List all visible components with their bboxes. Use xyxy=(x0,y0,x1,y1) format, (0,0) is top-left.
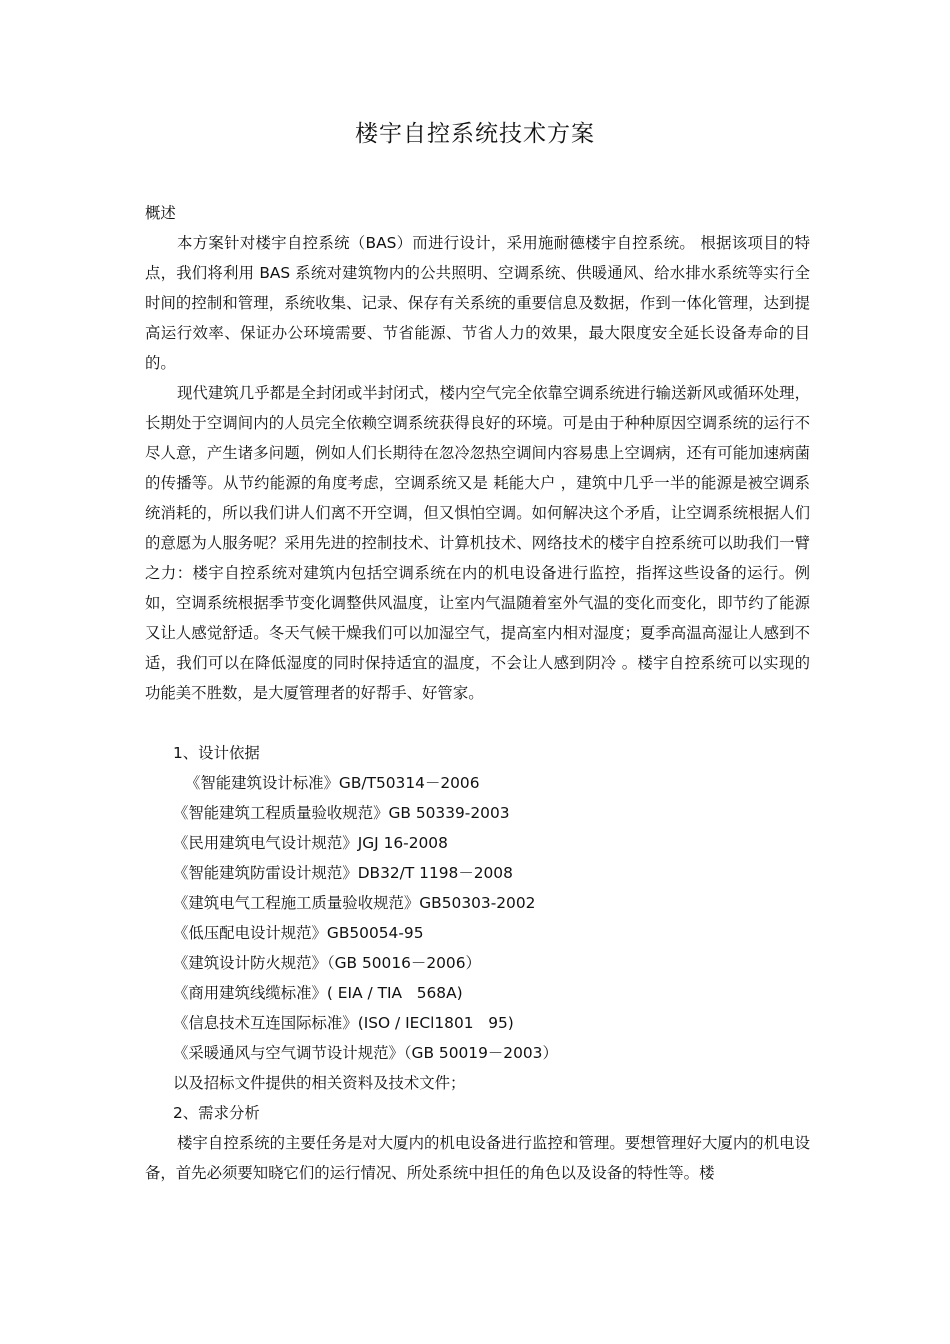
reference-item: 《商用建筑线缆标准》( EIA / TIA 568A) xyxy=(173,984,463,1002)
reference-item: 《信息技术互连国际标准》(ISO / IECl1801 95) xyxy=(173,1014,514,1032)
document-body xyxy=(145,198,810,1188)
reference-item: 《采暖通风与空气调节设计规范》（GB 50019－2003） xyxy=(173,1044,558,1062)
section-spacer xyxy=(145,708,810,738)
reference-item: 《智能建筑防雷设计规范》DB32/T 1198－2008 xyxy=(173,864,513,882)
document-title: 楼宇自控系统技术方案 xyxy=(355,121,595,147)
reference-item: 《民用建筑电气设计规范》JGJ 16-2008 xyxy=(173,834,448,852)
overview-paragraph-2: 现代建筑几乎都是全封闭或半封闭式，楼内空气完全依靠空调系统进行输送新风或循环处理，长期处于空调间内的人员完全依赖空调系统获得良好的环境。可是由于种种原因空调系统的运行不尽人意，产生诸多问题，例如人们长期待在忽冷忽热空调间内容易患上空调病，还有可能加速病菌的传播等。从节约能源的角度考虑，空调系统又是 耗能大户 ，建筑中几乎一半的能源是被空调系统消耗的，所以我们讲人们离不开空调，但又惧怕空调。如何解决这个矛盾，让空调系统根据人们的意愿为人服务呢？采用先进的控制技术、计算机技术、网络技术的楼宇自控系统可以助我们一臂之力：楼宇自控系统对建筑内包括空调系统在内的机电设备进行监控，指挥这些设备的运行。例如，空调系统根据季节变化调整供风温度，让室内气温随着室外气温的变化而变化，即节约了能源又让人感觉舒适。冬天气候干燥我们可以加湿空气，提高室内相对湿度；夏季高温高湿让人感到不适，我们可以在降低湿度的同时保持适宜的温度，不会让人感到阴冷 。楼宇自控系统可以实现的功能美不胜数，是大厦管理者的好帮手、好管家。 xyxy=(145,384,810,702)
overview-heading: 概述 xyxy=(145,204,176,222)
reference-item: 《智能建筑工程质量验收规范》GB 50339-2003 xyxy=(173,804,510,822)
references-note: 以及招标文件提供的相关资料及技术文件； xyxy=(173,1074,466,1092)
reference-item: 《建筑电气工程施工质量验收规范》GB50303-2002 xyxy=(173,894,536,912)
section-1-heading: 1、设计依据 xyxy=(173,744,260,762)
overview-paragraph-1: 本方案针对楼宇自控系统（BAS）而进行设计，采用施耐德楼宇自控系统。 根据该项目的特点，我们将利用 BAS 系统对建筑物内的公共照明、空调系统、供暖通风、给水排水系统等实行全时间的控制和管理，系统收集、记录、保存有关系统的重要信息及数据，作到一体化管理，达到提高运行效率、保证办公环境需要、节省能源、节省人力的效果，最大限度安全延长设备寿命的目的。 xyxy=(145,234,810,372)
reference-item: 《低压配电设计规范》GB50054-95 xyxy=(173,924,424,942)
reference-item: 《建筑设计防火规范》（GB 50016－2006） xyxy=(173,954,481,972)
section-2-paragraph: 楼宇自控系统的主要任务是对大厦内的机电设备进行监控和管理。要想管理好大厦内的机电设备，首先必须要知晓它们的运行情况、所处系统中担任的角色以及设备的特性等。楼 xyxy=(145,1134,810,1182)
section-2-heading: 2、需求分析 xyxy=(173,1104,260,1122)
reference-item: 《智能建筑设计标准》GB/T50314－2006 xyxy=(185,774,480,792)
reference-list xyxy=(145,768,810,1068)
